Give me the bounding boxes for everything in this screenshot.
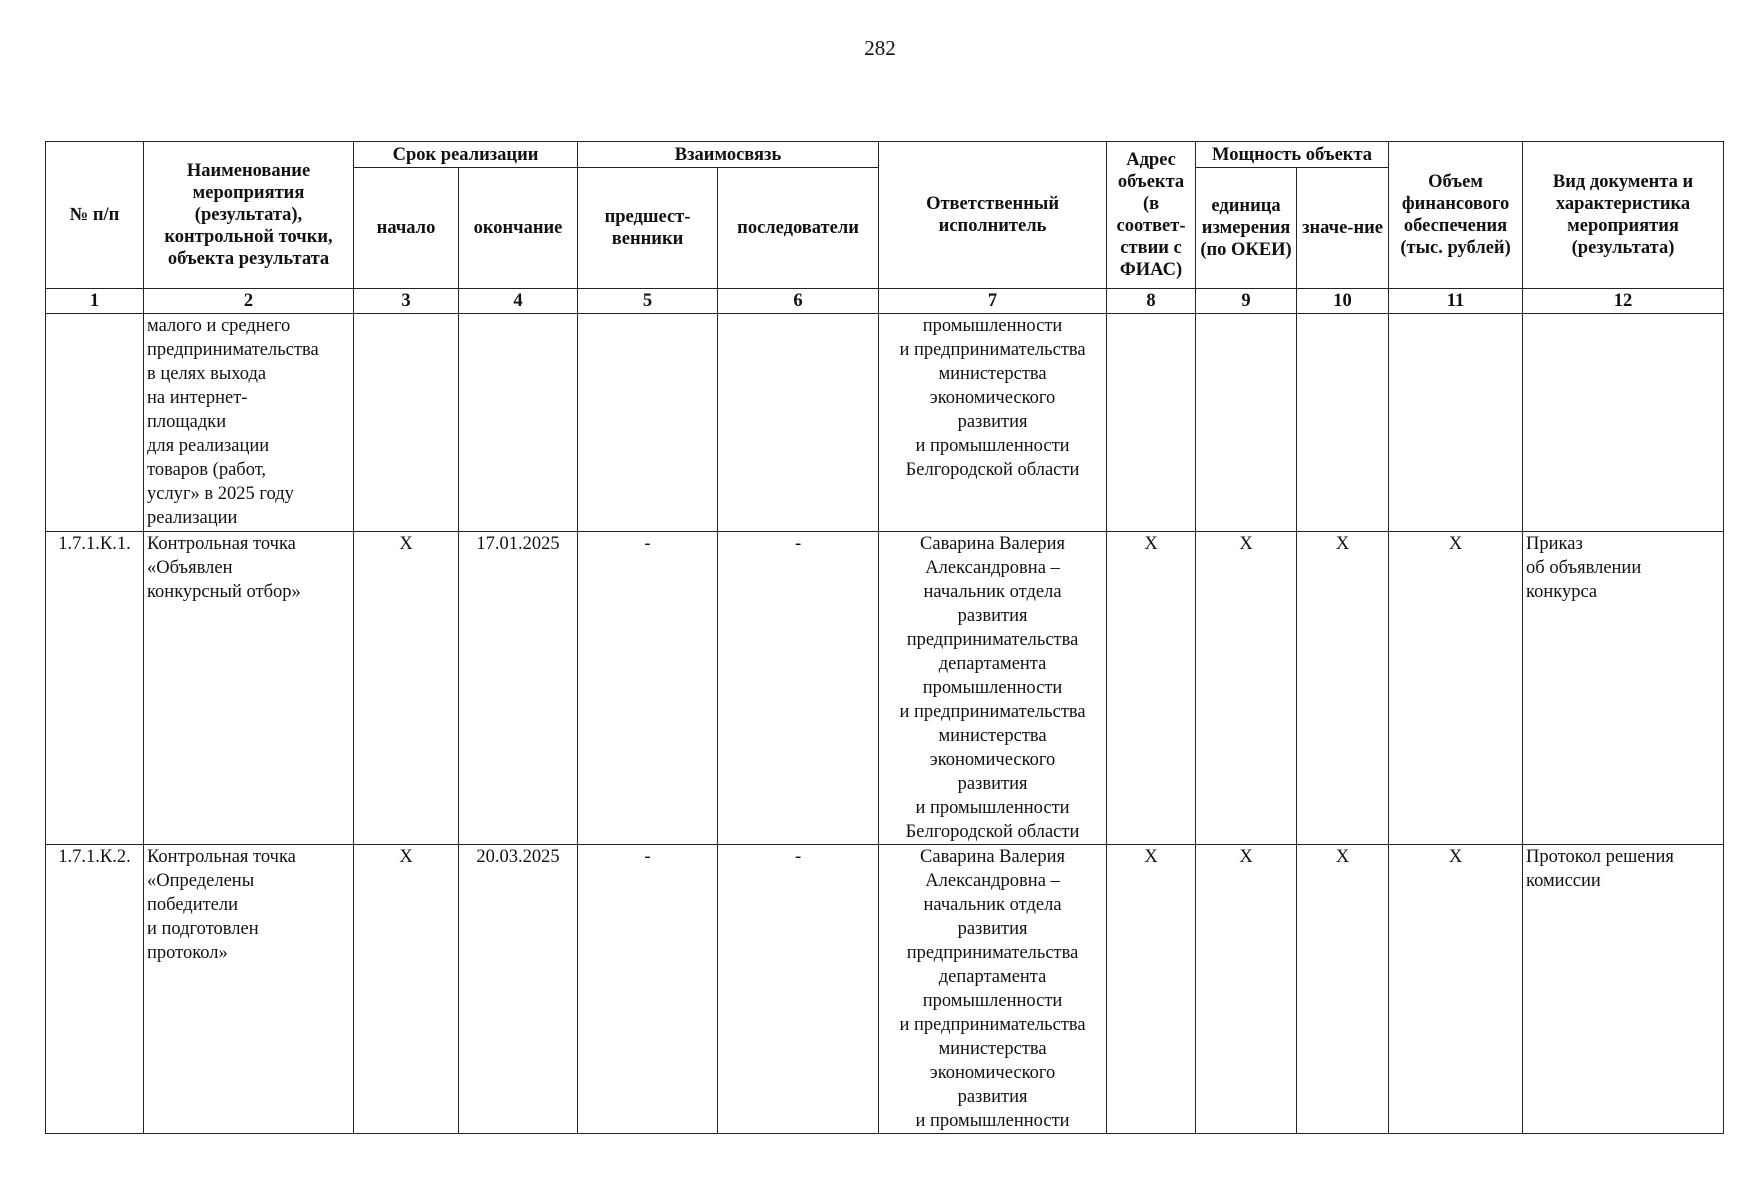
- header-successors: последователи: [718, 168, 879, 289]
- column-number: 7: [879, 289, 1107, 314]
- column-number: 2: [144, 289, 354, 314]
- column-number: 1: [46, 289, 144, 314]
- header-end: окончание: [459, 168, 578, 289]
- table-header: [46, 142, 1724, 314]
- cell-predecessors: -: [578, 845, 718, 1134]
- cell-finance: [1389, 314, 1523, 532]
- page-number: 282: [864, 36, 896, 60]
- column-number: 9: [1196, 289, 1297, 314]
- column-number: 12: [1523, 289, 1724, 314]
- column-number: 8: [1107, 289, 1196, 314]
- cell-predecessors: -: [578, 532, 718, 845]
- header-link-group: Взаимосвязь: [578, 142, 879, 168]
- cell-predecessors: [578, 314, 718, 532]
- header-start: начало: [354, 168, 459, 289]
- cell-name: Контрольная точка «Объявлен конкурсный отбор»: [144, 532, 354, 845]
- header-num: № п/п: [46, 142, 144, 289]
- plan-table: [45, 141, 1724, 1134]
- cell-responsible: Саварина Валерия Александровна – начальник отдела развития предпринимательства департамента промышленности и предпринимательства министерства экономического развития и промышленности: [879, 845, 1107, 1134]
- cell-successors: -: [718, 845, 879, 1134]
- cell-end: 17.01.2025: [459, 532, 578, 845]
- table-row: [46, 314, 1724, 532]
- header-capacity-group: Мощность объекта: [1196, 142, 1389, 168]
- cell-num: 1.7.1.К.1.: [46, 532, 144, 845]
- cell-finance: Х: [1389, 532, 1523, 845]
- cell-end: 20.03.2025: [459, 845, 578, 1134]
- cell-successors: [718, 314, 879, 532]
- header-value: значе-ние: [1297, 168, 1389, 289]
- cell-value: Х: [1297, 532, 1389, 845]
- header-document: Вид документа и характеристика мероприятия (результата): [1523, 142, 1724, 289]
- header-finance: Объем финансового обеспечения (тыс. рублей): [1389, 142, 1523, 289]
- cell-successors: -: [718, 532, 879, 845]
- header-predecessors: предшест-венники: [578, 168, 718, 289]
- header-name: Наименование мероприятия (результата), контрольной точки, объекта результата: [144, 142, 354, 289]
- cell-unit: [1196, 314, 1297, 532]
- cell-finance: Х: [1389, 845, 1523, 1134]
- header-address: Адрес объекта (в соответ-ствии с ФИАС): [1107, 142, 1196, 289]
- cell-num: 1.7.1.К.2.: [46, 845, 144, 1134]
- cell-unit: Х: [1196, 845, 1297, 1134]
- cell-address: Х: [1107, 532, 1196, 845]
- cell-address: [1107, 314, 1196, 532]
- header-responsible: Ответственный исполнитель: [879, 142, 1107, 289]
- cell-start: [354, 314, 459, 532]
- cell-start: Х: [354, 845, 459, 1134]
- column-number: 11: [1389, 289, 1523, 314]
- cell-name: Контрольная точка «Определены победители и подготовлен протокол»: [144, 845, 354, 1134]
- column-number: 3: [354, 289, 459, 314]
- cell-num: [46, 314, 144, 532]
- cell-name: малого и среднего предпринимательства в целях выхода на интернет- площадки для реализации товаров (работ, услуг» в 2025 году реализации: [144, 314, 354, 532]
- cell-document: Протокол решения комиссии: [1523, 845, 1724, 1134]
- table-row: [46, 845, 1724, 1134]
- cell-address: Х: [1107, 845, 1196, 1134]
- cell-document: Приказ об объявлении конкурса: [1523, 532, 1724, 845]
- cell-end: [459, 314, 578, 532]
- cell-value: Х: [1297, 845, 1389, 1134]
- cell-responsible: промышленности и предпринимательства министерства экономического развития и промышленности Белгородской области: [879, 314, 1107, 532]
- column-number: 4: [459, 289, 578, 314]
- cell-responsible: Саварина Валерия Александровна – начальник отдела развития предпринимательства департамента промышленности и предпринимательства министерства экономического развития и промышленности Белгородской области: [879, 532, 1107, 845]
- column-number-row: [46, 289, 1724, 314]
- header-unit: единица измерения (по ОКЕИ): [1196, 168, 1297, 289]
- column-number: 10: [1297, 289, 1389, 314]
- cell-document: [1523, 314, 1724, 532]
- cell-start: Х: [354, 532, 459, 845]
- table-row: [46, 532, 1724, 845]
- column-number: 5: [578, 289, 718, 314]
- header-period-group: Срок реализации: [354, 142, 578, 168]
- column-number: 6: [718, 289, 879, 314]
- table-body: [46, 314, 1724, 1134]
- cell-unit: Х: [1196, 532, 1297, 845]
- cell-value: [1297, 314, 1389, 532]
